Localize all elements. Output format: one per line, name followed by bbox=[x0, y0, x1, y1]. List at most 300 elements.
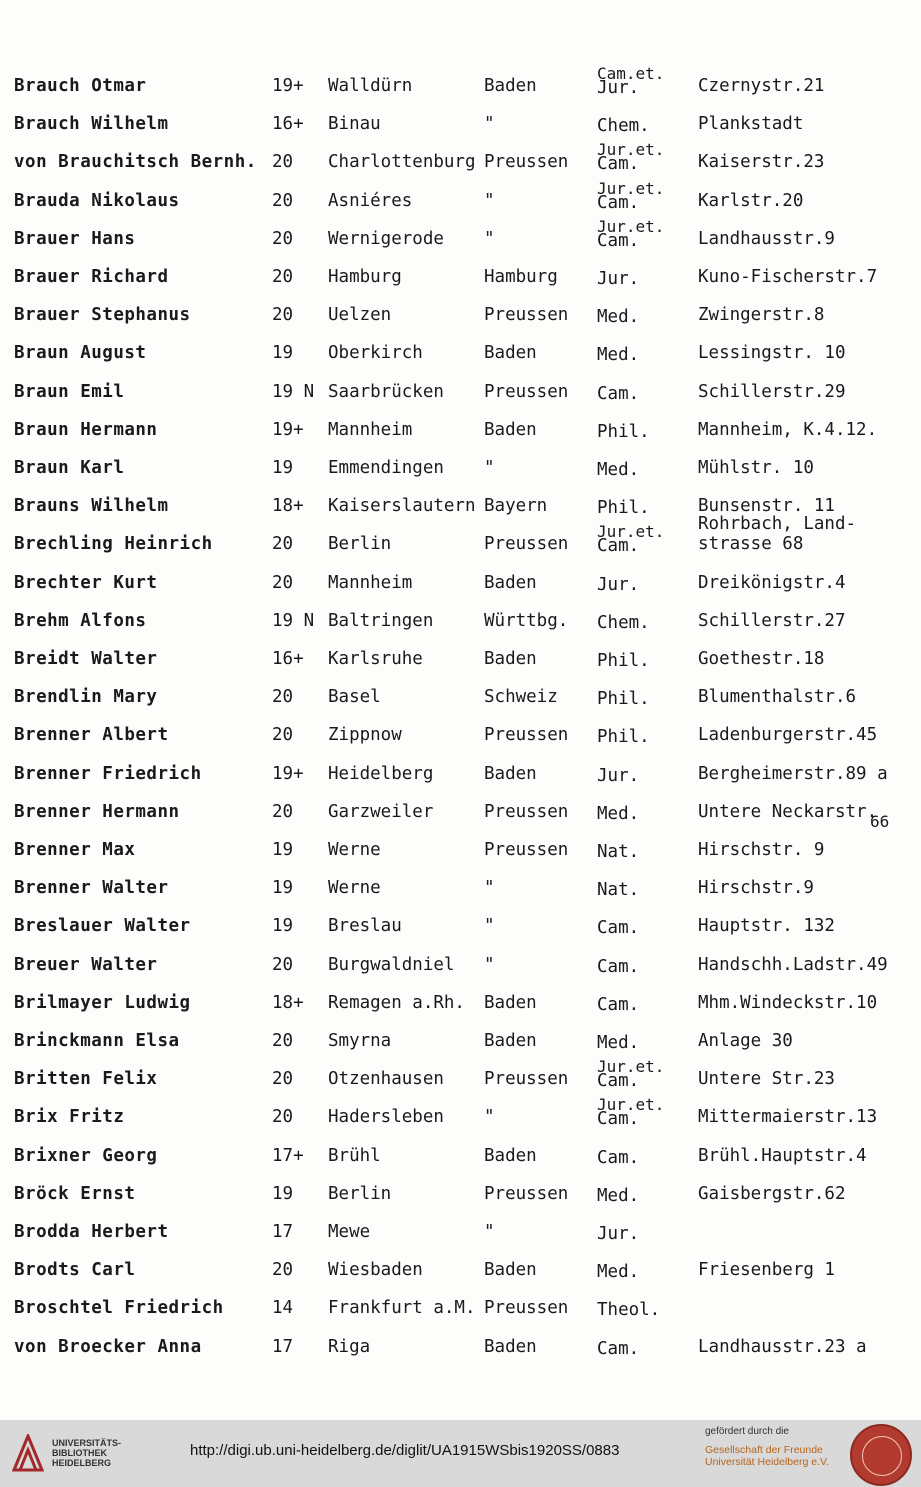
semester-count: 19 N bbox=[272, 381, 315, 402]
library-logo[interactable] bbox=[12, 1430, 132, 1476]
faculty-name: Med. bbox=[597, 345, 640, 366]
hometown: Uelzen bbox=[328, 305, 392, 326]
semester-count: 20 bbox=[272, 1260, 294, 1281]
faculty-name: Cam. bbox=[597, 1071, 640, 1092]
faculty-prefix: Jur.et. bbox=[597, 140, 665, 160]
faculty bbox=[597, 216, 665, 251]
faculty-name: Cam. bbox=[597, 956, 640, 977]
student-name: Broschtel Friedrich bbox=[14, 1298, 224, 1319]
register-row bbox=[0, 671, 921, 709]
semester-count: 19 N bbox=[272, 610, 315, 631]
hometown: Frankfurt a.M. bbox=[328, 1298, 476, 1319]
register-row bbox=[0, 1091, 921, 1129]
faculty-name: Phil. bbox=[597, 689, 650, 710]
address-line: Czernystr.21 bbox=[698, 76, 825, 96]
address bbox=[698, 420, 877, 440]
home-state: Preussen bbox=[484, 381, 569, 402]
address bbox=[698, 152, 824, 172]
faculty bbox=[597, 1300, 661, 1321]
faculty bbox=[597, 421, 650, 442]
semester-count: 20 bbox=[272, 725, 294, 746]
hometown: Karlsruhe bbox=[328, 649, 423, 669]
student-name: Brendlin Mary bbox=[14, 687, 158, 708]
faculty bbox=[597, 178, 665, 213]
faculty bbox=[597, 307, 640, 328]
semester-count: 20 bbox=[272, 267, 294, 287]
address-line: Gaisbergstr.62 bbox=[698, 1183, 846, 1204]
address-line: Mannheim, K.4.12. bbox=[698, 419, 878, 440]
address bbox=[698, 1184, 846, 1204]
semester-count: 20 bbox=[272, 305, 294, 326]
register-row bbox=[0, 824, 921, 862]
address bbox=[698, 840, 824, 860]
register-row bbox=[0, 480, 921, 518]
faculty bbox=[597, 383, 640, 404]
faculty bbox=[597, 956, 640, 977]
student-name: von Broecker Anna bbox=[14, 1336, 202, 1357]
student-name: Brauda Nikolaus bbox=[14, 190, 180, 211]
faculty-name: Jur. bbox=[597, 765, 640, 786]
hometown: Werne bbox=[328, 878, 381, 899]
sponsor-block[interactable] bbox=[705, 1426, 840, 1468]
student-name: Braun August bbox=[14, 343, 147, 364]
faculty bbox=[597, 460, 640, 480]
address bbox=[698, 802, 877, 822]
register-row bbox=[0, 442, 921, 480]
register-row bbox=[0, 1282, 921, 1320]
faculty-name: Cam. bbox=[597, 994, 640, 1015]
hometown: Heidelberg bbox=[328, 763, 434, 784]
register-row bbox=[0, 1206, 921, 1244]
semester-count: 17 bbox=[272, 1222, 294, 1242]
semester-count: 19 bbox=[272, 343, 294, 364]
register-row bbox=[0, 900, 921, 938]
hometown: Mannheim bbox=[328, 572, 413, 593]
home-state: Baden bbox=[484, 572, 537, 593]
address bbox=[698, 1146, 867, 1166]
home-state: " bbox=[484, 878, 495, 899]
hometown: Mewe bbox=[328, 1222, 371, 1242]
register-row bbox=[0, 633, 921, 671]
faculty-name: Cam. bbox=[597, 383, 640, 404]
address-line: Bunsenstr. 11 bbox=[698, 496, 835, 517]
student-name: Brix Fritz bbox=[14, 1107, 125, 1128]
address bbox=[698, 611, 846, 631]
home-state: Bayern bbox=[484, 496, 548, 517]
faculty-name: Chem. bbox=[597, 612, 650, 633]
faculty-name: Cam. bbox=[597, 536, 640, 557]
home-state: Baden bbox=[484, 1336, 537, 1357]
faculty-name: Phil. bbox=[597, 421, 650, 442]
home-state: Preussen bbox=[484, 840, 569, 860]
student-name: Brinckmann Elsa bbox=[14, 1031, 180, 1051]
student-name: Breuer Walter bbox=[14, 954, 158, 975]
permalink-url[interactable]: http://digi.ub.uni-heidelberg.de/diglit/UA1915WSbis1920SS/0883 bbox=[190, 1442, 620, 1459]
home-state: Baden bbox=[484, 1145, 537, 1166]
faculty bbox=[597, 765, 640, 786]
faculty bbox=[597, 1095, 665, 1130]
address-line: Goethestr.18 bbox=[698, 649, 825, 669]
student-name: Breslauer Walter bbox=[14, 916, 191, 937]
hometown: Otzenhausen bbox=[328, 1069, 444, 1090]
footer-bar bbox=[0, 1420, 921, 1487]
home-state: Baden bbox=[484, 1031, 537, 1051]
hometown: Berlin bbox=[328, 1183, 392, 1204]
hometown: Burgwaldniel bbox=[328, 954, 455, 975]
home-state: " bbox=[484, 916, 495, 937]
faculty bbox=[597, 269, 640, 289]
address bbox=[698, 382, 846, 402]
faculty bbox=[597, 498, 650, 519]
address-line: Schillerstr.27 bbox=[698, 610, 846, 631]
address bbox=[698, 1260, 835, 1280]
address bbox=[698, 514, 856, 554]
address bbox=[698, 764, 888, 784]
semester-count: 19 bbox=[272, 458, 294, 478]
semester-count: 20 bbox=[272, 801, 294, 822]
address-line: Hirschstr.9 bbox=[698, 878, 814, 899]
address bbox=[698, 267, 877, 287]
register-row bbox=[0, 1244, 921, 1282]
address-line: Untere Neckarstr. bbox=[698, 801, 878, 822]
register-row bbox=[0, 366, 921, 404]
faculty-prefix: Jur.et. bbox=[597, 1057, 665, 1077]
faculty-name: Jur. bbox=[597, 269, 640, 289]
semester-count: 19 bbox=[272, 916, 294, 937]
hometown: Breslau bbox=[328, 916, 402, 937]
student-name: Brodda Herbert bbox=[14, 1222, 169, 1242]
address bbox=[698, 76, 824, 96]
faculty-name: Theol. bbox=[597, 1300, 661, 1321]
faculty-prefix: Jur.et. bbox=[597, 1095, 665, 1115]
faculty bbox=[597, 918, 640, 939]
address bbox=[698, 191, 803, 211]
home-state: Baden bbox=[484, 1260, 537, 1281]
semester-count: 19+ bbox=[272, 76, 304, 96]
faculty-name: Cam. bbox=[597, 1147, 640, 1168]
address bbox=[698, 1337, 867, 1357]
semester-count: 19+ bbox=[272, 763, 304, 784]
address bbox=[698, 573, 846, 593]
register-row bbox=[0, 60, 921, 98]
hometown: Garzweiler bbox=[328, 801, 434, 822]
address-line: strasse 68 bbox=[698, 534, 804, 555]
faculty-name: Med. bbox=[597, 803, 640, 824]
faculty bbox=[597, 1338, 640, 1359]
home-state: Preussen bbox=[484, 1298, 569, 1319]
faculty-name: Cam. bbox=[597, 1109, 640, 1130]
home-state: Württbg. bbox=[484, 610, 569, 631]
semester-count: 20 bbox=[272, 534, 294, 555]
home-state: Preussen bbox=[484, 1183, 569, 1204]
home-state: Preussen bbox=[484, 1069, 569, 1090]
semester-count: 20 bbox=[272, 190, 294, 211]
faculty-name: Jur. bbox=[597, 78, 640, 98]
sponsor-label: gefördert durch die bbox=[705, 1426, 789, 1437]
semester-count: 17+ bbox=[272, 1145, 304, 1166]
faculty bbox=[597, 1224, 640, 1244]
home-state: " bbox=[484, 458, 495, 478]
home-state: " bbox=[484, 114, 495, 135]
faculty bbox=[597, 522, 665, 557]
hometown: Hamburg bbox=[328, 267, 402, 287]
semester-count: 20 bbox=[272, 152, 294, 173]
semester-count: 18+ bbox=[272, 992, 304, 1013]
hometown: Mannheim bbox=[328, 419, 413, 440]
home-state: " bbox=[484, 190, 495, 211]
faculty bbox=[597, 345, 640, 366]
student-name: Braun Hermann bbox=[14, 419, 158, 440]
faculty bbox=[597, 612, 650, 633]
hometown: Baltringen bbox=[328, 610, 434, 631]
hometown: Riga bbox=[328, 1336, 371, 1357]
semester-count: 20 bbox=[272, 1031, 294, 1051]
register-row bbox=[0, 514, 921, 557]
register-row bbox=[0, 98, 921, 136]
student-name: Braun Emil bbox=[14, 381, 125, 402]
address-line: Landhausstr.23 a bbox=[698, 1336, 867, 1357]
semester-count: 14 bbox=[272, 1298, 294, 1319]
address bbox=[698, 878, 814, 898]
hometown: Wernigerode bbox=[328, 228, 444, 249]
address bbox=[698, 229, 835, 249]
faculty bbox=[597, 140, 665, 175]
address bbox=[698, 1069, 835, 1089]
address bbox=[698, 993, 877, 1013]
faculty bbox=[597, 689, 650, 710]
home-state: Preussen bbox=[484, 152, 569, 173]
student-name: Brenner Hermann bbox=[14, 801, 180, 822]
hometown: Asniéres bbox=[328, 190, 413, 211]
university-seal-icon bbox=[850, 1424, 912, 1486]
hometown: Saarbrücken bbox=[328, 381, 444, 402]
address-line1: Rohrbach, Land- bbox=[698, 514, 857, 535]
register-row bbox=[0, 595, 921, 633]
faculty bbox=[597, 842, 640, 862]
home-state: Baden bbox=[484, 649, 537, 669]
student-name: Brauer Hans bbox=[14, 228, 136, 249]
home-state: Preussen bbox=[484, 801, 569, 822]
hometown: Walldürn bbox=[328, 76, 413, 96]
faculty-name: Chem. bbox=[597, 116, 650, 137]
home-state: Schweiz bbox=[484, 687, 558, 708]
student-name: Bröck Ernst bbox=[14, 1183, 136, 1204]
faculty bbox=[597, 651, 650, 671]
register-row bbox=[0, 1015, 921, 1053]
register-row bbox=[0, 175, 921, 213]
address bbox=[698, 916, 835, 936]
faculty-prefix: Jur.et. bbox=[597, 216, 665, 236]
faculty-name: Cam. bbox=[597, 1338, 640, 1359]
address bbox=[698, 343, 846, 363]
address-line: Plankstadt bbox=[698, 114, 804, 135]
hometown: Hadersleben bbox=[328, 1107, 444, 1128]
address-line: Brühl.Hauptstr.4 bbox=[698, 1145, 867, 1166]
home-state: Baden bbox=[484, 343, 537, 364]
semester-count: 20 bbox=[272, 1069, 294, 1090]
address-line: Bergheimerstr.89 a bbox=[698, 763, 888, 784]
faculty-name: Phil. bbox=[597, 651, 650, 671]
semester-count: 20 bbox=[272, 228, 294, 249]
home-state: Preussen bbox=[484, 725, 569, 746]
address bbox=[698, 649, 824, 669]
faculty-name: Med. bbox=[597, 1185, 640, 1206]
student-name: Brenner Friedrich bbox=[14, 763, 202, 784]
faculty bbox=[597, 1033, 640, 1053]
register-row bbox=[0, 709, 921, 747]
hometown: Emmendingen bbox=[328, 458, 444, 478]
student-name: von Brauchitsch Bernh. bbox=[14, 152, 257, 173]
address-line: Karlstr.20 bbox=[698, 190, 804, 211]
register-row bbox=[0, 977, 921, 1015]
address-line: Kaiserstr.23 bbox=[698, 152, 825, 173]
faculty bbox=[597, 1147, 640, 1168]
semester-count: 20 bbox=[272, 572, 294, 593]
student-name: Brauch Otmar bbox=[14, 76, 147, 96]
address-line: Ladenburgerstr.45 bbox=[698, 725, 878, 746]
student-name: Brixner Georg bbox=[14, 1145, 158, 1166]
faculty-name: Cam. bbox=[597, 154, 640, 175]
student-name: Brechter Kurt bbox=[14, 572, 158, 593]
faculty-name: Nat. bbox=[597, 880, 640, 901]
home-state: Baden bbox=[484, 763, 537, 784]
faculty-name: Cam. bbox=[597, 918, 640, 939]
faculty-name: Nat. bbox=[597, 842, 640, 862]
student-name: Brehm Alfons bbox=[14, 610, 147, 631]
semester-count: 19 bbox=[272, 878, 294, 899]
register-row bbox=[0, 327, 921, 365]
faculty-name: Med. bbox=[597, 307, 640, 328]
address bbox=[698, 496, 835, 516]
hometown: Werne bbox=[328, 840, 381, 860]
faculty-prefix: Jur.et. bbox=[597, 522, 665, 542]
address-line: Mühlstr. 10 bbox=[698, 458, 814, 478]
student-name: Brauer Richard bbox=[14, 267, 169, 287]
home-state: Preussen bbox=[484, 534, 569, 555]
semester-count: 19 bbox=[272, 840, 294, 860]
home-state: " bbox=[484, 1107, 495, 1128]
student-name: Brechling Heinrich bbox=[14, 534, 213, 555]
register-row bbox=[0, 786, 921, 824]
address bbox=[698, 1107, 877, 1127]
faculty bbox=[597, 994, 640, 1015]
hometown: Basel bbox=[328, 687, 381, 708]
faculty-name: Med. bbox=[597, 1262, 640, 1283]
address-line: Handschh.Ladstr.49 bbox=[698, 954, 888, 975]
register-row bbox=[0, 136, 921, 174]
hometown: Smyrna bbox=[328, 1031, 392, 1051]
address-line: Zwingerstr.8 bbox=[698, 305, 825, 326]
faculty-name: Med. bbox=[597, 1033, 640, 1053]
address-line: Landhausstr.9 bbox=[698, 228, 835, 249]
faculty bbox=[597, 803, 640, 824]
home-state: " bbox=[484, 954, 495, 975]
address-line: Mittermaierstr.13 bbox=[698, 1107, 878, 1128]
address-line: Hauptstr. 132 bbox=[698, 916, 835, 937]
student-name: Brilmayer Ludwig bbox=[14, 992, 191, 1013]
address-line: Kuno-Fischerstr.7 bbox=[698, 267, 878, 287]
overflow-note: 66 bbox=[870, 812, 890, 831]
home-state: Baden bbox=[484, 76, 537, 96]
address-line: Untere Str.23 bbox=[698, 1069, 835, 1090]
student-name: Brodts Carl bbox=[14, 1260, 136, 1281]
student-name: Brenner Walter bbox=[14, 878, 169, 899]
faculty-name: Med. bbox=[597, 460, 640, 480]
semester-count: 20 bbox=[272, 1107, 294, 1128]
register-row bbox=[0, 748, 921, 786]
home-state: Preussen bbox=[484, 305, 569, 326]
register-row bbox=[0, 1053, 921, 1091]
semester-count: 20 bbox=[272, 954, 294, 975]
faculty bbox=[597, 1262, 640, 1283]
register-row bbox=[0, 557, 921, 595]
hometown: Brühl bbox=[328, 1145, 381, 1166]
hometown: Zippnow bbox=[328, 725, 402, 746]
faculty-name: Jur. bbox=[597, 1224, 640, 1244]
register-row bbox=[0, 289, 921, 327]
address bbox=[698, 687, 856, 707]
address-line: Schillerstr.29 bbox=[698, 381, 846, 402]
faculty bbox=[597, 574, 640, 595]
hometown: Binau bbox=[328, 114, 381, 135]
address bbox=[698, 114, 803, 134]
register-row bbox=[0, 939, 921, 977]
address bbox=[698, 305, 824, 325]
hometown: Berlin bbox=[328, 534, 392, 555]
student-name: Braun Karl bbox=[14, 458, 125, 478]
address-line: Hirschstr. 9 bbox=[698, 840, 825, 860]
student-name: Brauer Stephanus bbox=[14, 305, 191, 326]
address bbox=[698, 1031, 793, 1051]
faculty-name: Phil. bbox=[597, 727, 650, 748]
register-row bbox=[0, 1130, 921, 1168]
faculty-name: Cam. bbox=[597, 230, 640, 251]
address bbox=[698, 725, 877, 745]
home-state: Hamburg bbox=[484, 267, 558, 287]
home-state: " bbox=[484, 1222, 495, 1242]
student-name: Brenner Albert bbox=[14, 725, 169, 746]
faculty bbox=[597, 727, 650, 748]
hometown: Remagen a.Rh. bbox=[328, 992, 465, 1013]
address-line: Anlage 30 bbox=[698, 1031, 793, 1051]
register-row bbox=[0, 404, 921, 442]
semester-count: 19 bbox=[272, 1183, 294, 1204]
sponsor-org: Gesellschaft der Freunde Universität Heidelberg e.V. bbox=[705, 1444, 829, 1468]
semester-count: 16+ bbox=[272, 649, 304, 669]
address-line: Blumenthalstr.6 bbox=[698, 687, 857, 708]
semester-count: 20 bbox=[272, 687, 294, 708]
address-line: Friesenberg 1 bbox=[698, 1260, 835, 1281]
faculty-prefix: Cam.et. bbox=[597, 64, 665, 83]
faculty bbox=[597, 1057, 665, 1092]
student-name: Britten Felix bbox=[14, 1069, 158, 1090]
register-row bbox=[0, 1321, 921, 1359]
register-row bbox=[0, 251, 921, 289]
home-state: " bbox=[484, 228, 495, 249]
register-row bbox=[0, 862, 921, 900]
faculty-name: Cam. bbox=[597, 192, 640, 213]
hometown: Oberkirch bbox=[328, 343, 423, 364]
hometown: Wiesbaden bbox=[328, 1260, 423, 1281]
student-name: Brauns Wilhelm bbox=[14, 496, 169, 517]
home-state: Baden bbox=[484, 419, 537, 440]
library-emblem-icon bbox=[12, 1434, 44, 1472]
library-name: UNIVERSITÄTS- BIBLIOTHEK HEIDELBERG bbox=[52, 1438, 122, 1468]
faculty bbox=[597, 116, 650, 137]
address bbox=[698, 458, 814, 478]
address-line: Lessingstr. 10 bbox=[698, 343, 846, 364]
address bbox=[698, 955, 888, 975]
